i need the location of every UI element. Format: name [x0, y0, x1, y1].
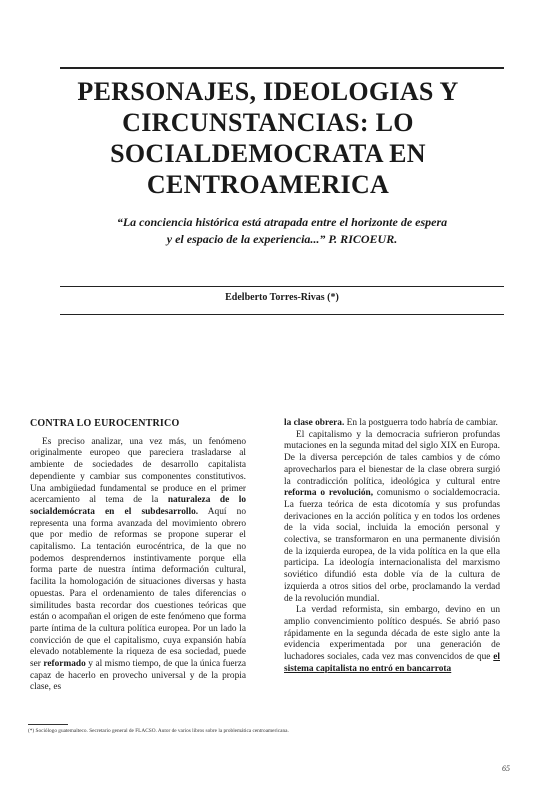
top-rule — [60, 67, 504, 69]
bold-text-run: reformado — [43, 659, 86, 670]
text-run: El capitalismo y la democracia sufrieron profundas mutaciones en la segunda mitad del siglo XIX en Europa. De la diversa percepción de tales cambios y de cómo aprovecharlos para el bienestar de la clase obrera surgió la contradicción política, ideológica y cultural entre — [284, 429, 500, 487]
epigraph-line-2: y el espacio de la experiencia...” P. RICOEUR. — [166, 232, 398, 246]
text-run: Aquí no representa una forma avanzada del movimiento obrero que por medio de reformas se propone superar el capitalismo. La tentación eurocéntrica, de la que no podemos desprendernos instintivamente porque ella forma parte de nuestra íntima deformación cultural, facilita la homologación de situaciones diversas y hasta opuestas. Para el ordenamiento de tales diferencias o similitudes basta recordar dos cuestiones teóricas que están o acompañan el origen de este fenómeno que forma parte íntima de la cultura política europea. Por un lado la convicción de que el capitalismo, cuya expansión había elevado notablemente la riqueza de esa sociedad, puede ser — [30, 506, 246, 670]
title-line-2: CIRCUNSTANCIAS: LO — [122, 108, 414, 137]
paragraph — [284, 418, 500, 430]
text-run: En la postguerra todo habría de cambiar. — [344, 418, 498, 428]
epigraph — [56, 214, 508, 248]
page-number: 65 — [502, 764, 510, 773]
article-title — [48, 76, 488, 200]
section-heading: CONTRA LO EUROCENTRICO — [30, 418, 180, 429]
bold-text-run: el sistema capitalista no entró en bancarrota — [284, 652, 500, 674]
text-run: Es preciso analizar, una vez más, un fenómeno originalmente europeo que pareciera trasladarse al ambiente de sociedades de desarrollo capitalista dependiente y cambiar sus componentes constitutivos. Una ambigüedad fundamental se produce en el primer acercamiento al tema de la — [30, 436, 246, 506]
epigraph-line-1: “La conciencia histórica está atrapada entre el horizonte de espera — [116, 215, 448, 229]
footnote: (*) Sociólogo guatemalteco. Secretario general de FLACSO. Autor de varios libros sobre la problemática centroamericana. — [28, 728, 289, 734]
bold-text-run: la clase obrera. — [284, 418, 345, 428]
bold-text-run: reforma o revolución, — [284, 488, 374, 499]
text-run: y al mismo tiempo, de que la única fuerza capaz de hacerlo en provecho universal y de la propia clase, es — [30, 659, 246, 693]
author-byline: Edelberto Torres-Rivas (*) — [225, 292, 339, 303]
paragraph — [284, 430, 500, 606]
author-rule-bottom — [60, 314, 504, 315]
author-rule-top — [60, 286, 504, 287]
left-column — [30, 418, 246, 694]
text-run: comunismo o socialdemocracia. La fuerza teórica de esta dicotomía y sus profundas derivaciones en la acción política y en todos los ordenes de la vida social, incluida la emoción personal y colectiva, se transformaron en una permanente división de la izquierda europea, de la vida política en la que ella participa. La ideología internacionalista del marxismo soviético difundió esta doble vía de la cultura de izquierda a otros sitios del orbe, proclamando la verdad de la revolución mundial. — [284, 488, 500, 604]
paragraph — [30, 437, 246, 694]
footnote-rule — [28, 724, 68, 725]
bold-text-run: naturaleza de lo socialdemócrata en el subdesarrollo. — [30, 495, 246, 517]
title-line-3: SOCIALDEMOCRATA EN — [110, 139, 426, 168]
paragraph — [284, 605, 500, 675]
text-run: La verdad reformista, sin embargo, devino en un amplio convencimiento político después. Se abrió paso rápidamente en la segunda década de este siglo ante la evidencia experimentada por una generación de luchadores sociales, cada vez mas convencidos de que — [284, 605, 500, 663]
right-column — [284, 418, 500, 675]
title-line-4: CENTROAMERICA — [146, 170, 390, 199]
title-line-1: PERSONAJES, IDEOLOGIAS Y — [77, 77, 459, 106]
